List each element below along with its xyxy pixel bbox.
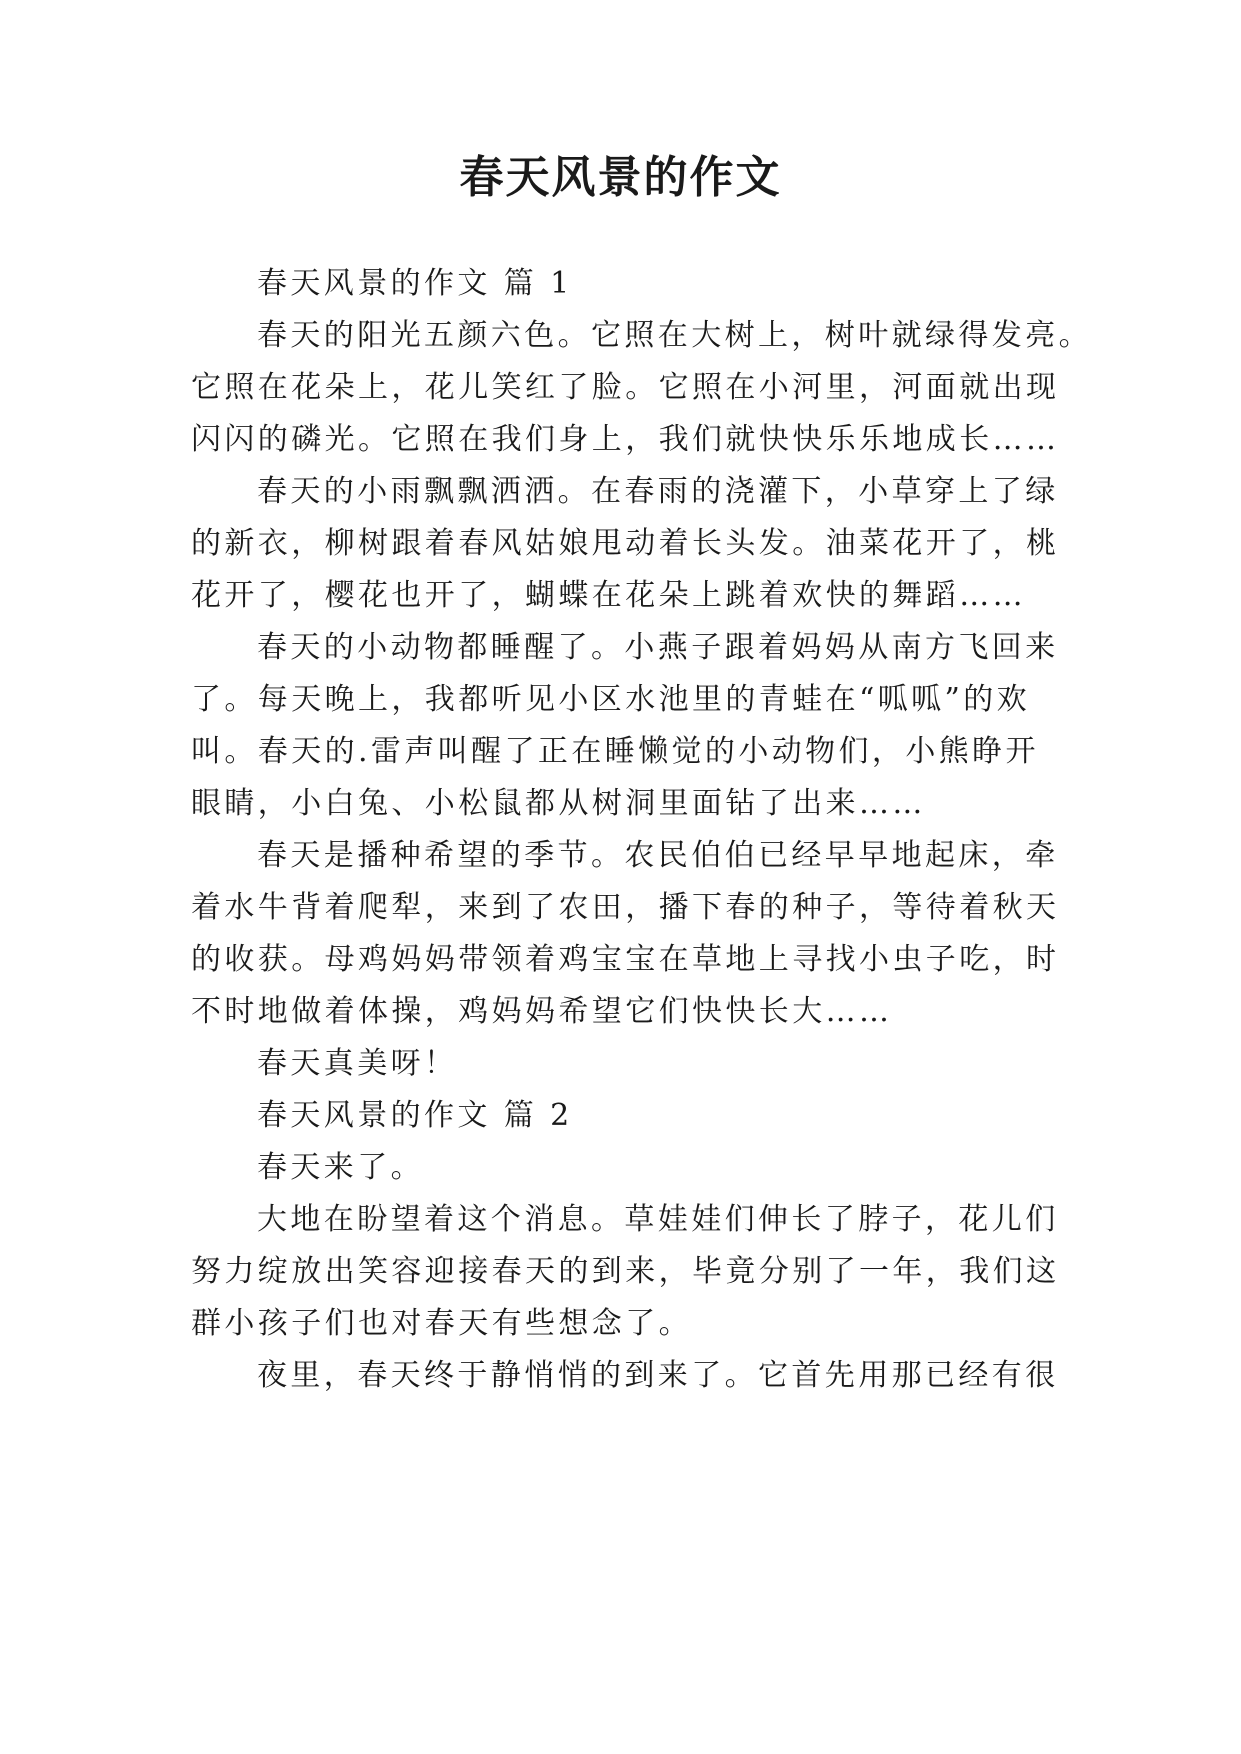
paragraph-line: 群小孩子们也对春天有些想念了。 xyxy=(191,1306,692,1341)
paragraph-line: 了。每天晚上，我都听见小区水池里的青蛙在“呱呱”的欢 xyxy=(191,682,1031,717)
paragraph-line: 春天是播种希望的季节。农民伯伯已经早早地起床，牵 xyxy=(257,838,1059,873)
paragraph-line: 花开了，樱花也开了，蝴蝶在花朵上跳着欢快的舞蹈…… xyxy=(191,578,1026,613)
paragraph-line: 春天真美呀！ xyxy=(257,1046,458,1081)
section-heading-2: 春天风景的作文 篇 2 xyxy=(257,1098,573,1133)
paragraph-line: 眼睛，小白兔、小松鼠都从树洞里面钻了出来…… xyxy=(191,786,926,821)
paragraph-line: 闪闪的磷光。它照在我们身上，我们就快快乐乐地成长…… xyxy=(191,422,1060,457)
paragraph-line: 不时地做着体操，鸡妈妈希望它们快快长大…… xyxy=(191,994,893,1029)
paragraph-line: 大地在盼望着这个消息。草娃娃们伸长了脖子，花儿们 xyxy=(257,1202,1059,1237)
paragraph-line: 它照在花朵上，花儿笑红了脸。它照在小河里，河面就出现 xyxy=(191,370,1060,405)
paragraph-line: 春天来了。 xyxy=(257,1150,424,1185)
paragraph-line: 的收获。母鸡妈妈带领着鸡宝宝在草地上寻找小虫子吃，时 xyxy=(191,942,1060,977)
paragraph-line: 努力绽放出笑容迎接春天的到来，毕竟分别了一年，我们这 xyxy=(191,1254,1060,1289)
document-title: 春天风景的作文 xyxy=(459,152,782,203)
paragraph-line: 的新衣，柳树跟着春风姑娘甩动着长头发。油菜花开了，桃 xyxy=(191,526,1060,561)
paragraph-line: 春天的小动物都睡醒了。小燕子跟着妈妈从南方飞回来 xyxy=(257,630,1059,665)
paragraph-line: 春天的小雨飘飘洒洒。在春雨的浇灌下，小草穿上了绿 xyxy=(257,474,1059,509)
paragraph-line: 叫。春天的.雷声叫醒了正在睡懒觉的小动物们，小熊睁开 xyxy=(191,734,1039,769)
paragraph-line: 春天的阳光五颜六色。它照在大树上，树叶就绿得发亮。 xyxy=(257,318,1092,353)
section-heading-1: 春天风景的作文 篇 1 xyxy=(257,266,573,301)
paragraph-line: 着水牛背着爬犁，来到了农田，播下春的种子，等待着秋天 xyxy=(191,890,1060,925)
paragraph-line: 夜里，春天终于静悄悄的到来了。它首先用那已经有很 xyxy=(257,1358,1059,1393)
